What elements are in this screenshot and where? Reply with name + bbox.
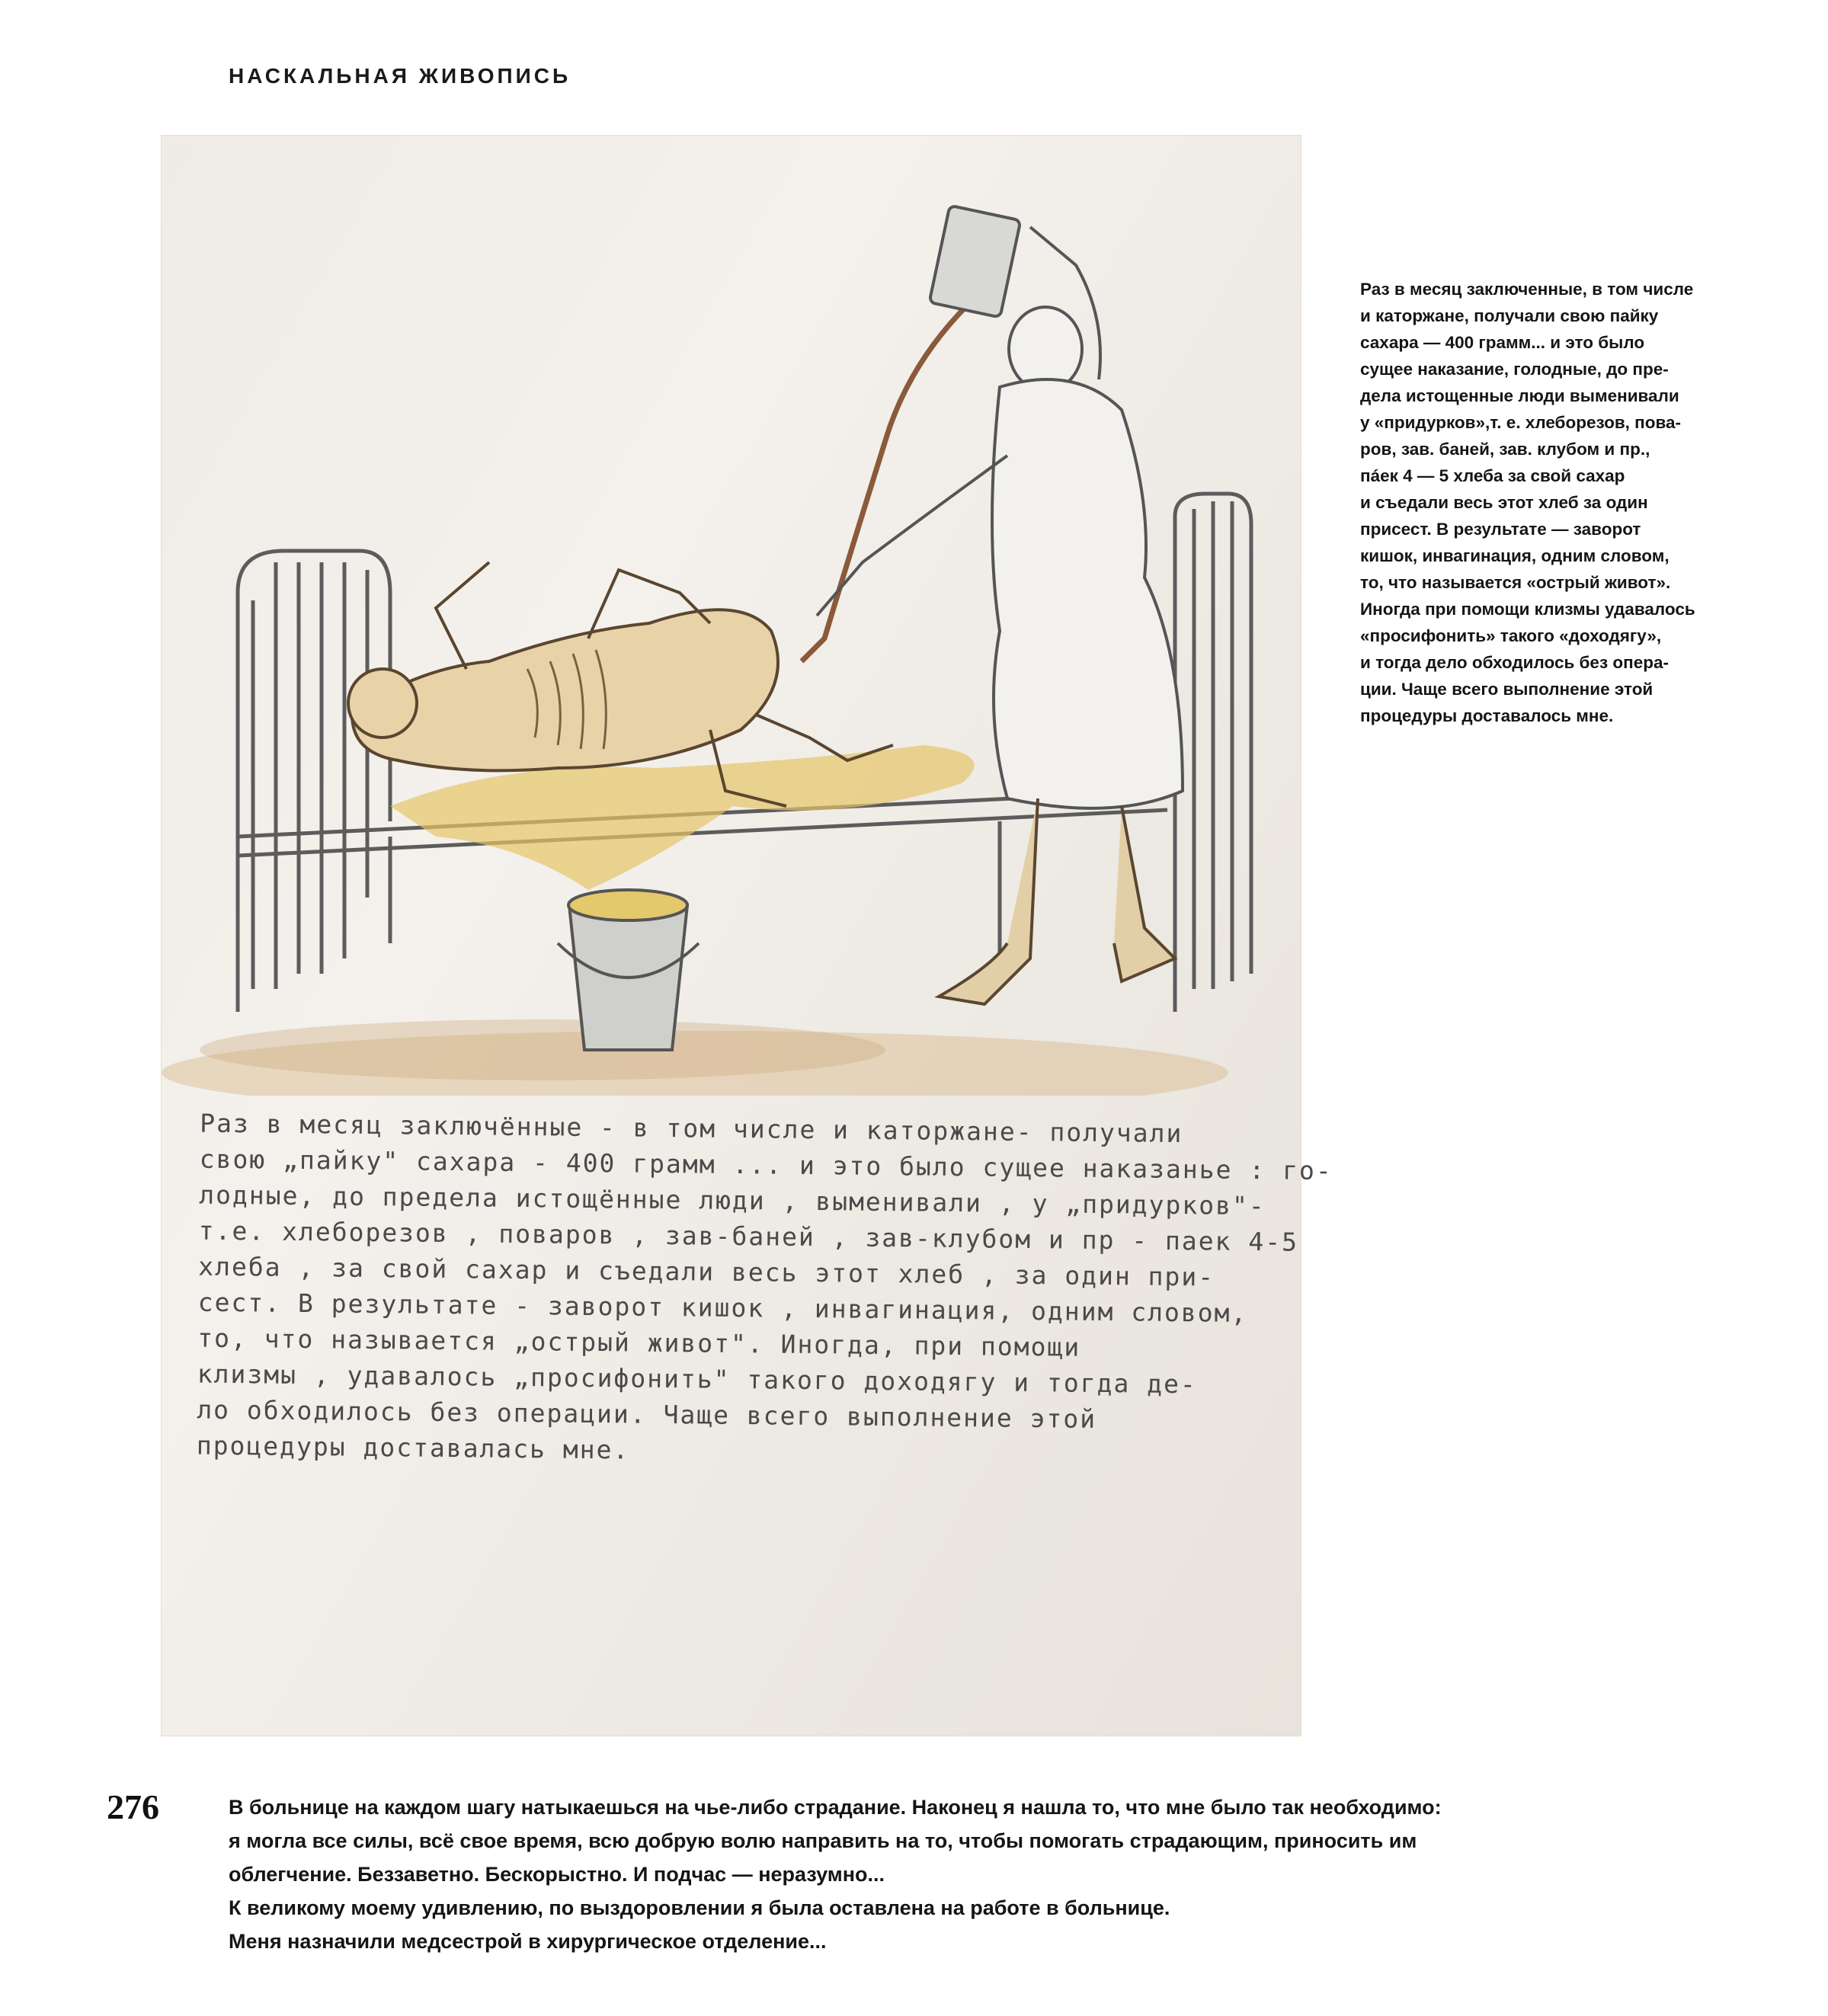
caption-line: сахара — 400 грамм... и это было [1360,333,1645,352]
handwritten-line: хлеба , за свой сахар и съедали весь этот хлеб , за один при- [198,1251,1215,1292]
body-line: К великому моему удивлению, по выздоровлении я была оставлена на работе в больнице. [229,1896,1170,1919]
handwritten-line: ло обходилось без операции. Чаще всего выполнение этой [197,1394,1097,1434]
caption-line: кишок, инвагинация, одним словом, [1360,546,1670,565]
page-number: 276 [107,1787,159,1826]
caption-line: то, что называется «острый живот». [1360,573,1671,592]
printed-caption [1360,276,1756,729]
handwritten-line: Раз в месяц заключённые - в том числе и каторжане- получали [200,1108,1183,1149]
body-line: облегчение. Беззаветно. Бескорыстно. И подчас — неразумно... [229,1863,885,1886]
caption-line: ции. Чаще всего выполнение этой [1360,680,1654,699]
caption-line: и съедали весь этот хлеб за один [1360,493,1648,512]
handwritten-line: клизмы , удавалось „просифонить" такого доходягу и тогда де- [197,1358,1198,1400]
illustration-drawing [162,136,1301,1096]
handwritten-line: лодные, до предела истощённые люди , выменивали , у „придурков"- [199,1179,1266,1221]
caption-line: присест. В результате — заворот [1360,520,1641,539]
caption-line: Иногда при помощи клизмы удавалось [1360,600,1695,619]
handwritten-line: то, что называется „острый живот". Иногда, при помощи [197,1323,1081,1362]
caption-line: Раз в месяц заключенные, в том числе [1360,280,1694,299]
handwritten-caption [196,1106,1333,1475]
handwritten-line: т.е. хлеборезов , поваров , зав-баней , зав-клубом и пр - паек 4-5 [198,1215,1299,1257]
caption-line: и каторжане, получали свою пайку [1360,306,1659,325]
caption-line: пáек 4 — 5 хлеба за свой сахар [1360,466,1625,485]
handwritten-line: сест. В результате - заворот кишок , инвагинация, одним словом, [197,1287,1248,1328]
body-line: я могла все силы, всё свое время, всю добрую волю направить на то, чтобы помогать страдающим, приносить им [229,1829,1417,1852]
caption-line: и тогда дело обходилось без опера- [1360,653,1669,672]
caption-line: у «придурков»,т. е. хлеборезов, пова- [1360,413,1682,432]
caption-line: «просифонить» такого «доходягу», [1360,626,1662,645]
caption-line: ров, зав. баней, зав. клубом и пр., [1360,440,1650,459]
handwritten-line: процедуры доставалась мне. [196,1430,630,1465]
caption-line: процедуры доставалось мне. [1360,706,1614,725]
handwritten-line: свою „пайку" сахара - 400 грамм ... и это было сущее наказанье : го- [199,1144,1333,1186]
illustration-plate [162,136,1333,1736]
body-line: Меня назначили медсестрой в хирургическое отделение... [229,1930,827,1953]
caption-line: сущее наказание, голодные, до пре- [1360,360,1669,379]
caption-line: дела истощенные люди выменивали [1360,386,1679,405]
body-line: В больнице на каждом шагу натыкаешься на чье-либо страдание. Наконец я нашла то, что мне было так необходимо: [229,1796,1442,1819]
running-title: НАСКАЛЬНАЯ ЖИВОПИСЬ [229,64,571,88]
body-paragraph [229,1790,1600,1958]
